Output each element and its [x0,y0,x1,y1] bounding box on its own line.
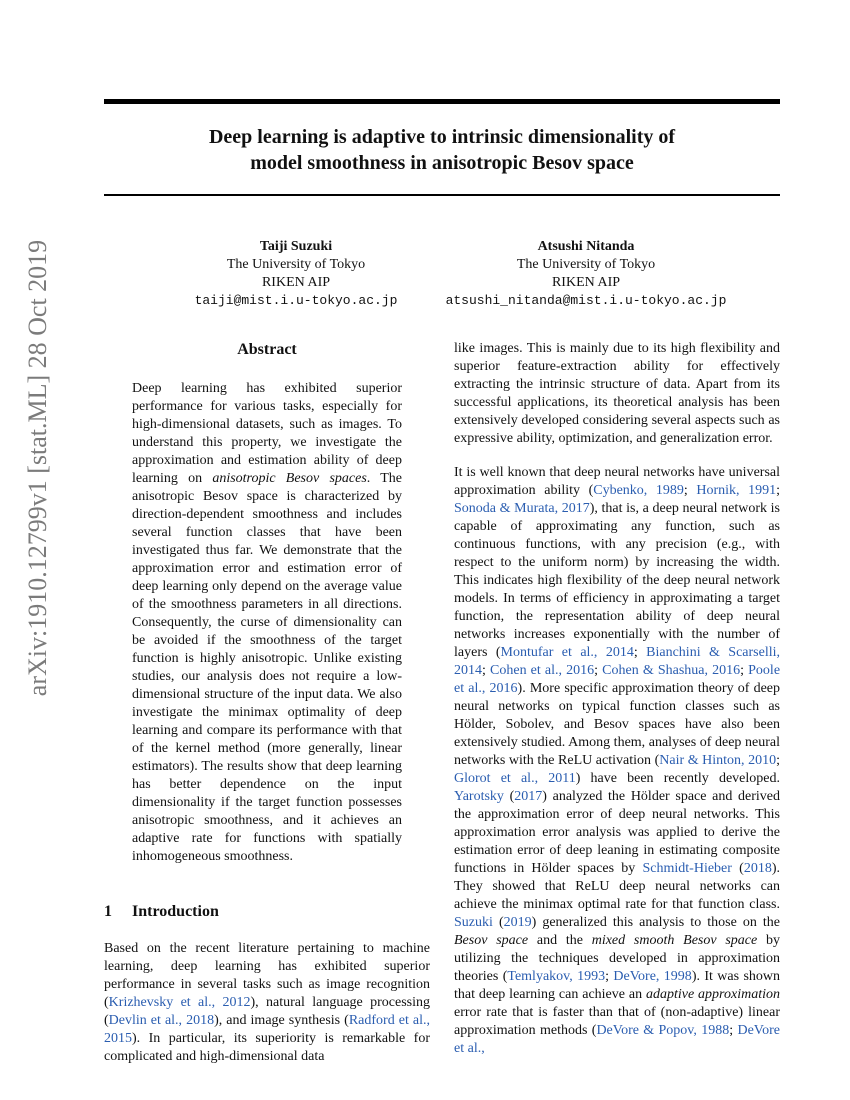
emphasis-text: Besov space [454,933,529,948]
top-rule [104,99,780,104]
author-name: Taiji Suzuki [259,239,333,254]
body-text: ; [594,663,603,678]
body-text: ( [731,861,744,876]
body-text: ) generalized this analysis to those on the [531,915,780,930]
author-email: atsushi_nitanda@mist.i.u-tokyo.ac.jp [445,293,727,308]
body-text: ( [492,915,504,930]
citation-link[interactable]: DeVore, 1998 [613,969,692,984]
citation-link[interactable]: Yarotsky [454,789,504,804]
citation-link[interactable]: Glorot et al., 2011 [454,771,576,786]
intro-paragraph-continued: like images. This is mainly due to its high flexibility and superior feature-extraction ability for effectively extracting the intrinsic structure of data. Apart from its successful applications, its theoretical analysis has been extensively developed considering several aspects such as expressive ability, optimization, and generalization error. [454,341,780,446]
body-text: ). In particular, its superiority is remarkable for complicated and high-dimensional data [104,1031,430,1064]
body-text: ; [482,663,491,678]
citation-link[interactable]: Cohen & Shashua, 2016 [602,663,741,678]
emphasis-text: mixed smooth Besov space [591,933,758,948]
citation-link[interactable]: Hornik, 1991 [696,483,777,498]
citation-link[interactable]: DeVore & Popov, 1988 [596,1023,730,1038]
body-text: ; [633,645,647,660]
body-text: ( [503,789,515,804]
abstract-text [132,380,402,866]
citation-link[interactable]: Devlin et al., 2018 [108,1013,215,1028]
author-name: Atsushi Nitanda [537,239,635,254]
intro-paragraph-1 [104,940,430,1066]
author-email: taiji@mist.i.u-tokyo.ac.jp [194,293,398,308]
author-affiliation: RIKEN AIP [551,275,621,290]
section-title: Introduction [132,903,219,920]
citation-link[interactable]: Sonoda & Murata, 2017 [454,501,590,516]
section-number: 1 [104,903,112,920]
author-affiliation: RIKEN AIP [261,275,331,290]
citation-link[interactable]: Temlyakov, 1993 [507,969,606,984]
body-text: ; [683,483,697,498]
author-affiliation: The University of Tokyo [226,257,366,272]
citation-link[interactable]: 2019 [503,915,532,930]
citation-link[interactable]: 2018 [743,861,772,876]
body-text: error rate that is faster than that of (non-adaptive) linear approximation methods ( [454,1005,780,1038]
title-rule [104,194,780,196]
citation-link[interactable]: 2017 [514,789,543,804]
citation-link[interactable]: Montufar et al., 2014 [500,645,634,660]
section-heading-introduction [104,902,430,922]
body-text: ; [776,483,780,498]
body-text: and the [528,933,592,948]
citation-link[interactable]: Cybenko, 1989 [593,483,684,498]
body-text: ; [605,969,614,984]
left-column [104,340,430,1066]
body-text: ), that is, a deep neural network is capable of approximating any function, such as continuous functions, with any precision (e.g., with respect to the uniform norm) by increasing the width. This indicates high flexibility of the deep neural network models. In terms of efficiency in approximating a target function, the representation ability of deep neural networks increases exponentially with the number of layers ( [454,501,781,660]
author-affiliation: The University of Tokyo [516,257,656,272]
citation-link[interactable]: DeVore et al., [454,1023,780,1056]
body-text: by utilizing the techniques developed in approximation theories ( [454,933,780,984]
right-column [454,340,780,1058]
citation-link[interactable]: Suzuki [454,915,493,930]
title-line-1: Deep learning is adaptive to intrinsic dimensionality of [208,126,676,148]
body-text: ) have been recently developed. [575,771,780,786]
body-text: ) analyzed the Hölder space and derived the approximation error of deep neural networks. This approximation error analysis was applied to derive the estimation error of deep leaning in estimating composite functions in Hölder spaces by [454,789,780,876]
body-text: ; [740,663,749,678]
body-text: ), natural language processing ( [104,995,430,1028]
arxiv-sidebar-stamp: arXiv:1910.12799v1 [stat.ML] 28 Oct 2019 [23,239,52,697]
citation-link[interactable]: Bianchini & Scarselli, 2014 [454,645,781,678]
body-text: ). They showed that ReLU deep neural networks can achieve the minimax optimal rate for that function class. [454,861,780,912]
body-text: ). It was shown that deep learning can achieve an [454,969,781,1002]
abstract-text-part: Deep learning has exhibited superior performance for various tasks, especially for high-dimensional datasets, such as images. To understand this property, we investigate the approximation and estimation ability of deep learning on [132,381,402,486]
body-text: It is well known that deep neural networks have universal approximation ability ( [454,465,780,498]
author-1 [146,238,446,310]
author-2 [436,238,736,310]
citation-link[interactable]: Krizhevsky et al., 2012 [108,995,251,1010]
body-text: ; [729,1023,738,1038]
title-line-2: model smoothness in anisotropic Besov space [250,152,634,174]
citation-link[interactable]: Poole et al., 2016 [454,663,781,696]
abstract-text-part: . The anisotropic Besov space is characterized by direction-dependent smoothness and includes several function classes that have been investigated thus far. We demonstrate that the approximation error and estimation error of deep learning only depend on the average value of the smoothness parameters in all directions. Consequently, the curse of dimensionality can be avoided if the smoothness of the target function is highly anisotropic. Unlike existing studies, our analysis does not require a low-dimensional structure of the input data. We also investigate the minimax optimality of deep learning and compare its performance with that of the kernel method (more generally, linear estimators). The results show that deep learning has better dependence on the input dimensionality if the target function possesses anisotropic smoothness, and it achieves an adaptive rate for functions with spatially inhomogeneous smoothness. [132,471,402,864]
citation-link[interactable]: Radford et al., 2015 [104,1013,430,1046]
abstract-emphasis: anisotropic Besov spaces [212,471,367,486]
body-text: ; [776,753,781,768]
citation-link[interactable]: Schmidt-Hieber [642,861,732,876]
body-text: Based on the recent literature pertaining to machine learning, deep learning has exhibited superior performance in several tasks such as image recognition ( [104,941,430,1010]
abstract-heading: Abstract [237,341,297,358]
paper-title [104,124,780,176]
citation-link[interactable]: Nair & Hinton, 2010 [659,753,777,768]
intro-paragraph-2 [454,464,780,1058]
body-text: ), and image synthesis ( [214,1013,349,1028]
citation-link[interactable]: Cohen et al., 2016 [490,663,595,678]
emphasis-text: adaptive approximation [645,987,780,1002]
body-text: ). More specific approximation theory of deep neural networks on typical function classes such as Hölder, Sobolev, and Besov spaces have also been extensively studied. Among them, analyses of deep neural networks with the ReLU activation ( [454,681,780,768]
